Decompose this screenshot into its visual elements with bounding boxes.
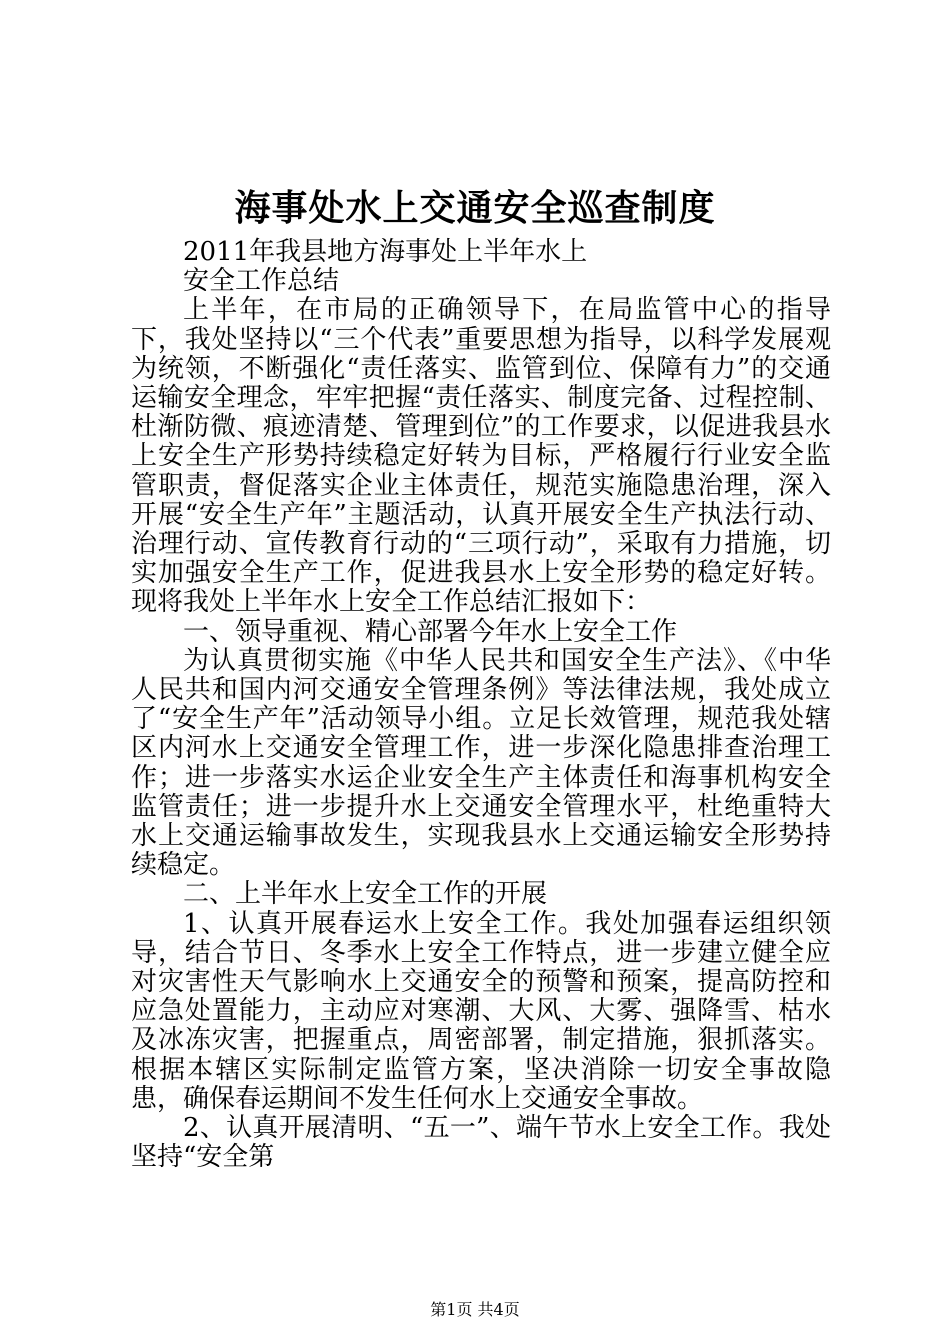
paragraph-item-1: 1、认真开展春运水上安全工作。我处加强春运组织领导，结合节日、冬季水上安全工作特点，进一步建立健全应对灾害性天气影响水上交通安全的预警和预案，提高防控和应急处置能力，主动应对寒潮、大风、大雾、强降雪、枯水及冰冻灾害，把握重点，周密部署，制定措施，狠抓落实。根据本辖区实际制定监管方案，坚决消除一切安全事故隐患，确保春运期间不发生任何水上交通安全事故。 xyxy=(131,908,831,1114)
paragraph-subtitle-line-2: 安全工作总结 xyxy=(183,266,340,297)
paragraph-intro: 上半年，在市局的正确领导下，在局监管中心的指导下，我处坚持以“三个代表”重要思想为指导，以科学发展观为统领，不断强化“责任落实、监管到位、保障有力”的交通运输安全理念，牢牢把握“责任落实、制度完备、过程控制、杜渐防微、痕迹清楚、管理到位”的工作要求，以促进我县水上安全生产形势持续稳定好转为目标，严格履行行业安全监管职责，督促落实企业主体责任，规范实施隐患治理，深入开展“安全生产年”主题活动，认真开展安全生产执法行动、治理行动、宣传教育行动的“三项行动”，采取有力措施，切实加强安全生产工作，促进我县水上安全形势的稳定好转。现将我处上半年水上安全工作总结汇报如下： xyxy=(131,295,831,618)
paragraph-subtitle-line-1: 2011年我县地方海事处上半年水上 xyxy=(183,237,588,267)
document-title: 海事处水上交通安全巡查制度 xyxy=(234,187,716,229)
document-body xyxy=(131,238,831,1173)
paragraph-section-1: 为认真贯彻实施《中华人民共和国安全生产法》、《中华人民共和国内河交通安全管理条例》等法律法规，我处成立了“安全生产年”活动领导小组。立足长效管理，规范我处辖区内河水上交通安全管理工作，进一步深化隐患排查治理工作；进一步落实水运企业安全生产主体责任和海事机构安全监管责任；进一步提升水上交通安全管理水平，杜绝重特大水上交通运输事故发生，实现我县水上交通运输安全形势持续稳定。 xyxy=(131,645,831,881)
section-heading-1: 一、领导重视、精心部署今年水上安全工作 xyxy=(183,616,678,647)
paragraph-item-2: 2、认真开展清明、“五一”、端午节水上安全工作。我处坚持“安全第 xyxy=(131,1113,831,1173)
page-number-footer: 第1页 共4页 xyxy=(430,1300,520,1319)
section-heading-2: 二、上半年水上安全工作的开展 xyxy=(183,879,548,910)
